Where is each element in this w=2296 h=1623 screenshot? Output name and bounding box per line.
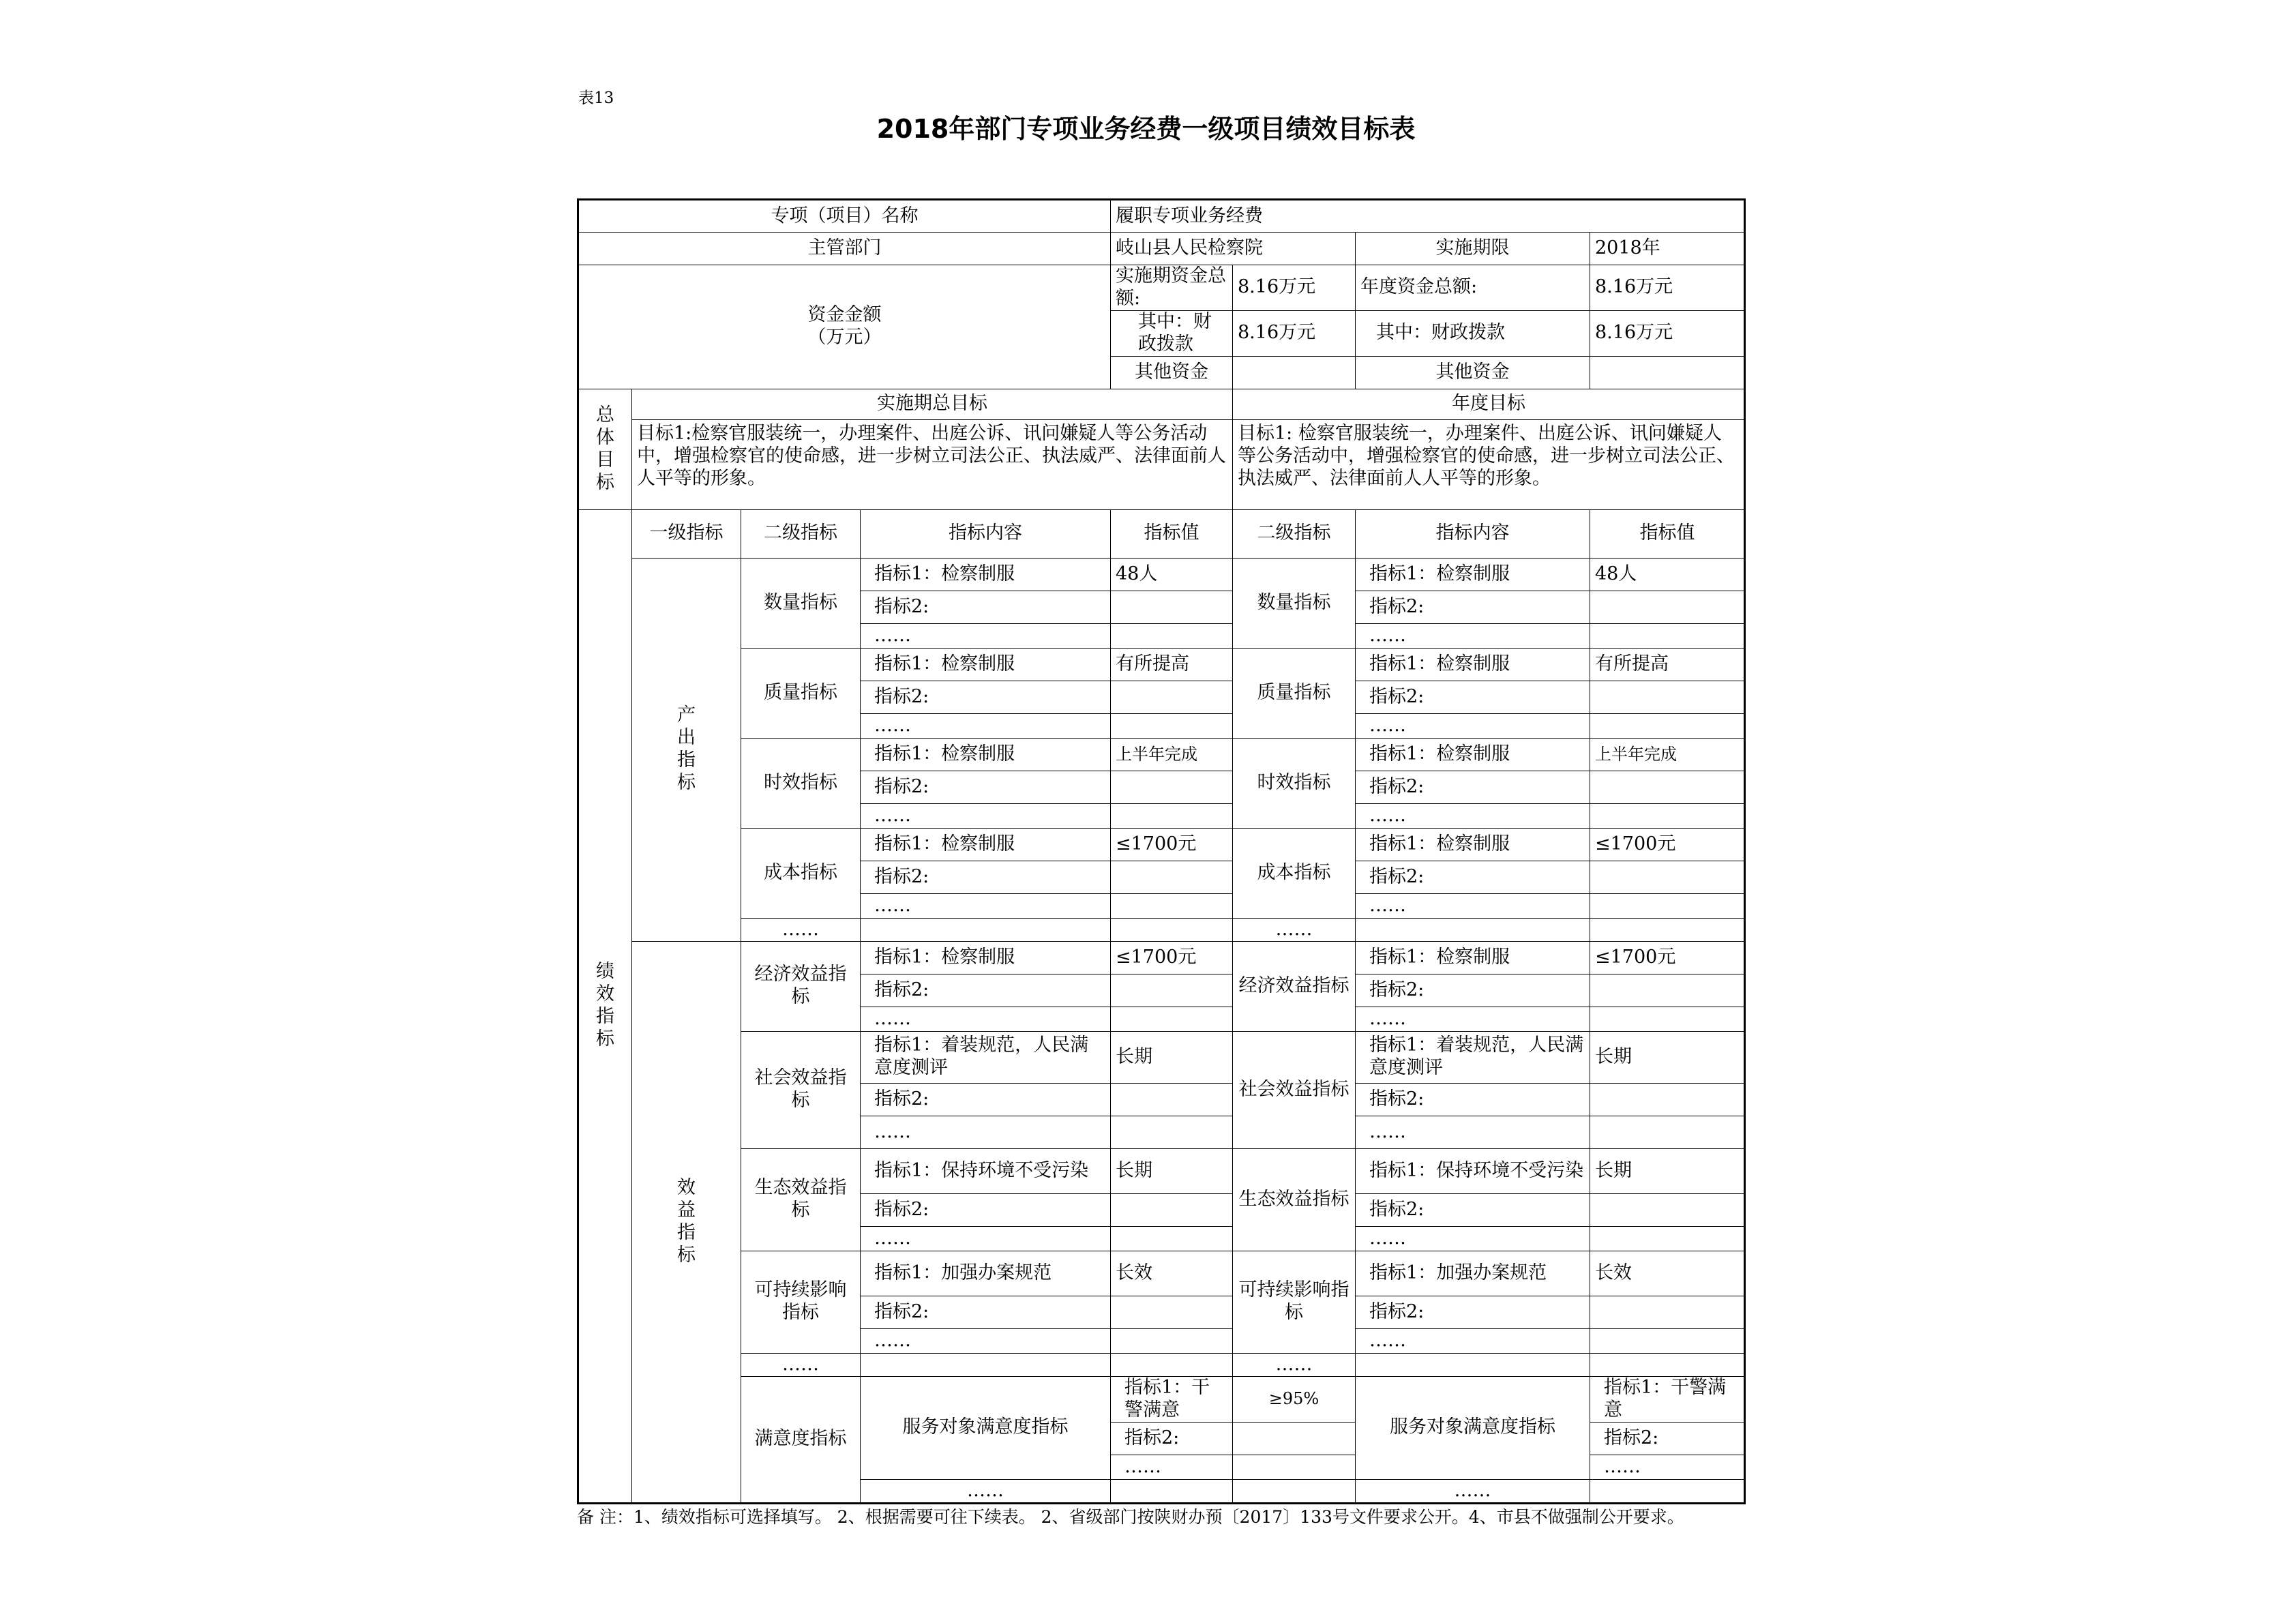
indicator-content: 指标2: xyxy=(861,681,1111,713)
indicator-content-year: 指标1：着装规范，人民满意度测评 xyxy=(1356,1031,1590,1083)
empty-cell xyxy=(1590,1353,1745,1376)
side-char: 指 xyxy=(677,749,696,771)
indicator-content-year: 指标1：检察制服 xyxy=(1356,941,1590,974)
indicator-value-year xyxy=(1590,623,1745,648)
year-total-value: 8.16万元 xyxy=(1590,265,1745,311)
indicator-content: …… xyxy=(861,1226,1111,1251)
indicator-value xyxy=(1111,1226,1233,1251)
indicator-value: 长效 xyxy=(1111,1251,1233,1296)
indicator-content: …… xyxy=(861,893,1111,918)
empty-cell xyxy=(1356,1353,1590,1376)
impl-fiscal-value: 8.16万元 xyxy=(1233,310,1356,356)
level2-name-year: 可持续影响指标 xyxy=(1233,1251,1356,1353)
page-title-text: 2018年部门专项业务经费一级项目绩效目标表 xyxy=(876,114,1416,144)
indicator-content: 指标2: xyxy=(861,1296,1111,1328)
indicator-value xyxy=(1111,1193,1233,1226)
indicator-value xyxy=(1111,861,1233,893)
indicator-content: 指标1：检察制服 xyxy=(861,941,1111,974)
indicator-content-year: 指标2: xyxy=(1356,974,1590,1007)
indicator-value xyxy=(1233,1422,1356,1455)
year-fiscal-value: 8.16万元 xyxy=(1590,310,1745,356)
year-goal-header: 年度目标 xyxy=(1233,389,1745,419)
funds-label xyxy=(578,265,1111,389)
indicator-content: 指标2: xyxy=(861,771,1111,803)
benefit-indicator-label xyxy=(632,941,741,1503)
empty-cell xyxy=(1111,918,1233,941)
indicator-value-year: 长期 xyxy=(1590,1148,1745,1193)
indicator-content: 指标1：加强办案规范 xyxy=(861,1251,1111,1296)
indicator-value xyxy=(1111,591,1233,623)
indicator-content-year: …… xyxy=(1356,1116,1590,1148)
level2-name-year: 社会效益指标 xyxy=(1233,1031,1356,1148)
col-header-level2-year: 二级指标 xyxy=(1233,509,1356,558)
indicator-value xyxy=(1111,893,1233,918)
impl-total-label: 实施期资金总额: xyxy=(1111,265,1233,311)
year-other-label: 其他资金 xyxy=(1356,356,1590,389)
indicator-value-year: 上半年完成 xyxy=(1590,738,1745,771)
level2-name: 经济效益指标 xyxy=(741,941,861,1031)
indicator-content-year: 指标1：检察制服 xyxy=(1356,738,1590,771)
empty-cell xyxy=(1590,1479,1745,1503)
department-label: 主管部门 xyxy=(578,233,1111,265)
empty-cell xyxy=(1233,1479,1356,1503)
indicator-content: 指标2: xyxy=(1111,1422,1233,1455)
level2-name-year: 经济效益指标 xyxy=(1233,941,1356,1031)
side-char: 指 xyxy=(677,1221,696,1243)
funds-label-line2: （万元） xyxy=(807,327,882,348)
indicator-value: 长期 xyxy=(1111,1031,1233,1083)
side-char: 指 xyxy=(596,1006,614,1028)
indicator-content-year: 指标2: xyxy=(1356,1193,1590,1226)
indicator-content: …… xyxy=(861,1328,1111,1353)
indicator-content: …… xyxy=(861,1116,1111,1148)
col-header-content-year: 指标内容 xyxy=(1356,509,1590,558)
indicator-content-year: 指标1：干警满意 xyxy=(1590,1376,1745,1422)
empty-cell xyxy=(1590,918,1745,941)
impl-fiscal-label: 其中：财政拨款 xyxy=(1111,310,1233,356)
level2-name: 质量指标 xyxy=(741,648,861,738)
indicator-content: 指标1：检察制服 xyxy=(861,558,1111,591)
indicator-value-year xyxy=(1590,1083,1745,1116)
indicator-value xyxy=(1111,1007,1233,1031)
impl-goal-header: 实施期总目标 xyxy=(632,389,1233,419)
indicator-value-year xyxy=(1590,1328,1745,1353)
indicator-value-year xyxy=(1590,1226,1745,1251)
indicator-content: 指标2: xyxy=(861,1193,1111,1226)
indicator-value-year xyxy=(1590,713,1745,738)
indicator-value: ≤1700元 xyxy=(1111,828,1233,861)
level2-ellipsis-year: …… xyxy=(1356,1479,1590,1503)
project-name-label: 专项（项目）名称 xyxy=(578,200,1111,233)
col-header-level1: 一级指标 xyxy=(632,509,741,558)
indicator-value-year: ≤1700元 xyxy=(1590,828,1745,861)
side-char: 标 xyxy=(596,471,614,493)
indicator-content-year: 指标2: xyxy=(1356,681,1590,713)
table-number: 表13 xyxy=(578,89,614,107)
level2-ellipsis-year: …… xyxy=(1233,918,1356,941)
impl-other-value xyxy=(1233,356,1356,389)
indicator-value xyxy=(1111,803,1233,828)
side-char: 效 xyxy=(596,983,614,1005)
side-char: 标 xyxy=(677,772,696,794)
performance-target-table xyxy=(577,198,1746,1504)
indicator-value-year xyxy=(1590,681,1745,713)
level2-ellipsis: …… xyxy=(861,1479,1111,1503)
indicator-content: 指标1：着装规范，人民满意度测评 xyxy=(861,1031,1111,1083)
indicator-value-year xyxy=(1590,1116,1745,1148)
empty-cell xyxy=(861,918,1111,941)
year-goal-text: 目标1: 检察官服装统一，办理案件、出庭公诉、讯问嫌疑人等公务活动中，增强检察官的使命感，进一步树立司法公正、执法威严、法律面前人人平等的形象。 xyxy=(1233,419,1745,509)
overall-goal-side-label xyxy=(578,389,632,509)
indicator-value-year xyxy=(1590,1007,1745,1031)
indicator-content: …… xyxy=(861,803,1111,828)
level2-ellipsis-year: …… xyxy=(1233,1353,1356,1376)
indicator-content: 指标1：检察制服 xyxy=(861,738,1111,771)
empty-cell xyxy=(1356,918,1590,941)
output-indicator-label xyxy=(632,558,741,941)
indicator-content: 指标1：保持环境不受污染 xyxy=(861,1148,1111,1193)
impl-total-value: 8.16万元 xyxy=(1233,265,1356,311)
indicator-value: ≤1700元 xyxy=(1111,941,1233,974)
impl-other-label: 其他资金 xyxy=(1111,356,1233,389)
indicator-content: 指标2: xyxy=(861,861,1111,893)
indicator-content: 指标1：检察制服 xyxy=(861,828,1111,861)
indicator-content-year: 指标1：检察制服 xyxy=(1356,648,1590,681)
indicator-content: 指标2: xyxy=(861,1083,1111,1116)
indicator-content-year: …… xyxy=(1356,1328,1590,1353)
perf-indicator-side-label xyxy=(578,509,632,1503)
indicator-content-year: …… xyxy=(1356,623,1590,648)
footnote: 备 注：1、绩效指标可选择填写。 2、根据需要可往下续表。 2、省级部门按陕财办预〔2017〕133号文件要求公开。4、市县不做强制公开要求。 xyxy=(577,1507,1684,1527)
indicator-value: ≥95% xyxy=(1233,1376,1356,1422)
indicator-content: …… xyxy=(1111,1455,1233,1479)
satisfaction-indicator-label: 满意度指标 xyxy=(741,1376,861,1503)
level2-name-year: 数量指标 xyxy=(1233,558,1356,648)
indicator-content-year: 指标2: xyxy=(1356,1296,1590,1328)
indicator-value xyxy=(1111,1328,1233,1353)
indicator-content-year: 指标2: xyxy=(1590,1422,1745,1455)
level2-name: 可持续影响指标 xyxy=(741,1251,861,1353)
indicator-value-year: ≤1700元 xyxy=(1590,941,1745,974)
empty-cell xyxy=(861,1353,1111,1376)
indicator-content-year: 指标2: xyxy=(1356,591,1590,623)
side-char: 目 xyxy=(596,449,614,471)
indicator-value xyxy=(1111,974,1233,1007)
impl-goal-text: 目标1:检察官服装统一，办理案件、出庭公诉、讯问嫌疑人等公务活动中，增强检察官的使命感，进一步树立司法公正、执法威严、法律面前人人平等的形象。 xyxy=(632,419,1233,509)
indicator-content-year: 指标1：加强办案规范 xyxy=(1356,1251,1590,1296)
indicator-value-year xyxy=(1590,1193,1745,1226)
indicator-value xyxy=(1233,1455,1356,1479)
level2-name-year: 成本指标 xyxy=(1233,828,1356,918)
year-fiscal-label: 其中：财政拨款 xyxy=(1356,310,1590,356)
level2-name-year: 时效指标 xyxy=(1233,738,1356,828)
year-other-value xyxy=(1590,356,1745,389)
empty-cell xyxy=(1111,1353,1233,1376)
indicator-value xyxy=(1111,1296,1233,1328)
level2-name: 数量指标 xyxy=(741,558,861,648)
indicator-content-year: 指标2: xyxy=(1356,861,1590,893)
indicator-content: …… xyxy=(861,713,1111,738)
indicator-value-year xyxy=(1590,803,1745,828)
year-total-label: 年度资金总额: xyxy=(1356,265,1590,311)
period-value: 2018年 xyxy=(1590,233,1745,265)
side-char: 绩 xyxy=(596,961,614,983)
level2-name-year: 生态效益指标 xyxy=(1233,1148,1356,1251)
indicator-value-year xyxy=(1590,591,1745,623)
indicator-value-year xyxy=(1590,893,1745,918)
level2-name: 服务对象满意度指标 xyxy=(861,1376,1111,1479)
side-char: 出 xyxy=(677,727,696,749)
side-char: 标 xyxy=(677,1244,696,1266)
indicator-content-year: 指标1：检察制服 xyxy=(1356,828,1590,861)
side-char: 益 xyxy=(677,1199,696,1221)
side-char: 总 xyxy=(596,404,614,426)
indicator-content-year: …… xyxy=(1356,1007,1590,1031)
side-char: 效 xyxy=(677,1176,696,1198)
side-char: 产 xyxy=(677,704,696,726)
level2-name-year: 服务对象满意度指标 xyxy=(1356,1376,1590,1479)
level2-name: 成本指标 xyxy=(741,828,861,918)
indicator-value xyxy=(1111,1083,1233,1116)
indicator-content-year: 指标1：保持环境不受污染 xyxy=(1356,1148,1590,1193)
indicator-content-year: 指标1：检察制服 xyxy=(1356,558,1590,591)
col-header-value-year: 指标值 xyxy=(1590,509,1745,558)
col-header-level2: 二级指标 xyxy=(741,509,861,558)
funds-label-line1: 资金金额 xyxy=(807,304,882,326)
indicator-value xyxy=(1111,623,1233,648)
level2-ellipsis: …… xyxy=(741,1353,861,1376)
empty-cell xyxy=(1111,1479,1233,1503)
indicator-content: …… xyxy=(861,1007,1111,1031)
col-header-value: 指标值 xyxy=(1111,509,1233,558)
indicator-content-year: …… xyxy=(1356,893,1590,918)
level2-name-year: 质量指标 xyxy=(1233,648,1356,738)
indicator-content-year: …… xyxy=(1590,1455,1745,1479)
period-label: 实施期限 xyxy=(1356,233,1590,265)
indicator-content-year: …… xyxy=(1356,713,1590,738)
indicator-value-year xyxy=(1590,861,1745,893)
indicator-value-year: 有所提高 xyxy=(1590,648,1745,681)
side-char: 体 xyxy=(596,426,614,448)
indicator-content: 指标1：干警满意 xyxy=(1111,1376,1233,1422)
indicator-content-year: …… xyxy=(1356,803,1590,828)
level2-name: 时效指标 xyxy=(741,738,861,828)
indicator-value-year: 长期 xyxy=(1590,1031,1745,1083)
level2-name: 生态效益指标 xyxy=(741,1148,861,1251)
indicator-value xyxy=(1111,1116,1233,1148)
indicator-content-year: 指标2: xyxy=(1356,1083,1590,1116)
col-header-content: 指标内容 xyxy=(861,509,1111,558)
department-value: 岐山县人民检察院 xyxy=(1111,233,1356,265)
indicator-value: 上半年完成 xyxy=(1111,738,1233,771)
indicator-value: 48人 xyxy=(1111,558,1233,591)
indicator-content: 指标1：检察制服 xyxy=(861,648,1111,681)
indicator-value xyxy=(1111,681,1233,713)
indicator-value-year xyxy=(1590,974,1745,1007)
indicator-value-year: 48人 xyxy=(1590,558,1745,591)
page-title xyxy=(0,108,2296,145)
indicator-value-year xyxy=(1590,1296,1745,1328)
indicator-value xyxy=(1111,771,1233,803)
project-name-value: 履职专项业务经费 xyxy=(1111,200,1745,233)
side-char: 标 xyxy=(596,1028,614,1050)
indicator-content-year: …… xyxy=(1356,1226,1590,1251)
level2-ellipsis: …… xyxy=(741,918,861,941)
indicator-value: 长期 xyxy=(1111,1148,1233,1193)
indicator-content: …… xyxy=(861,623,1111,648)
indicator-value-year xyxy=(1590,771,1745,803)
indicator-value xyxy=(1111,713,1233,738)
indicator-content: 指标2: xyxy=(861,591,1111,623)
indicator-content: 指标2: xyxy=(861,974,1111,1007)
indicator-value: 有所提高 xyxy=(1111,648,1233,681)
indicator-value-year: 长效 xyxy=(1590,1251,1745,1296)
level2-name: 社会效益指标 xyxy=(741,1031,861,1148)
indicator-content-year: 指标2: xyxy=(1356,771,1590,803)
